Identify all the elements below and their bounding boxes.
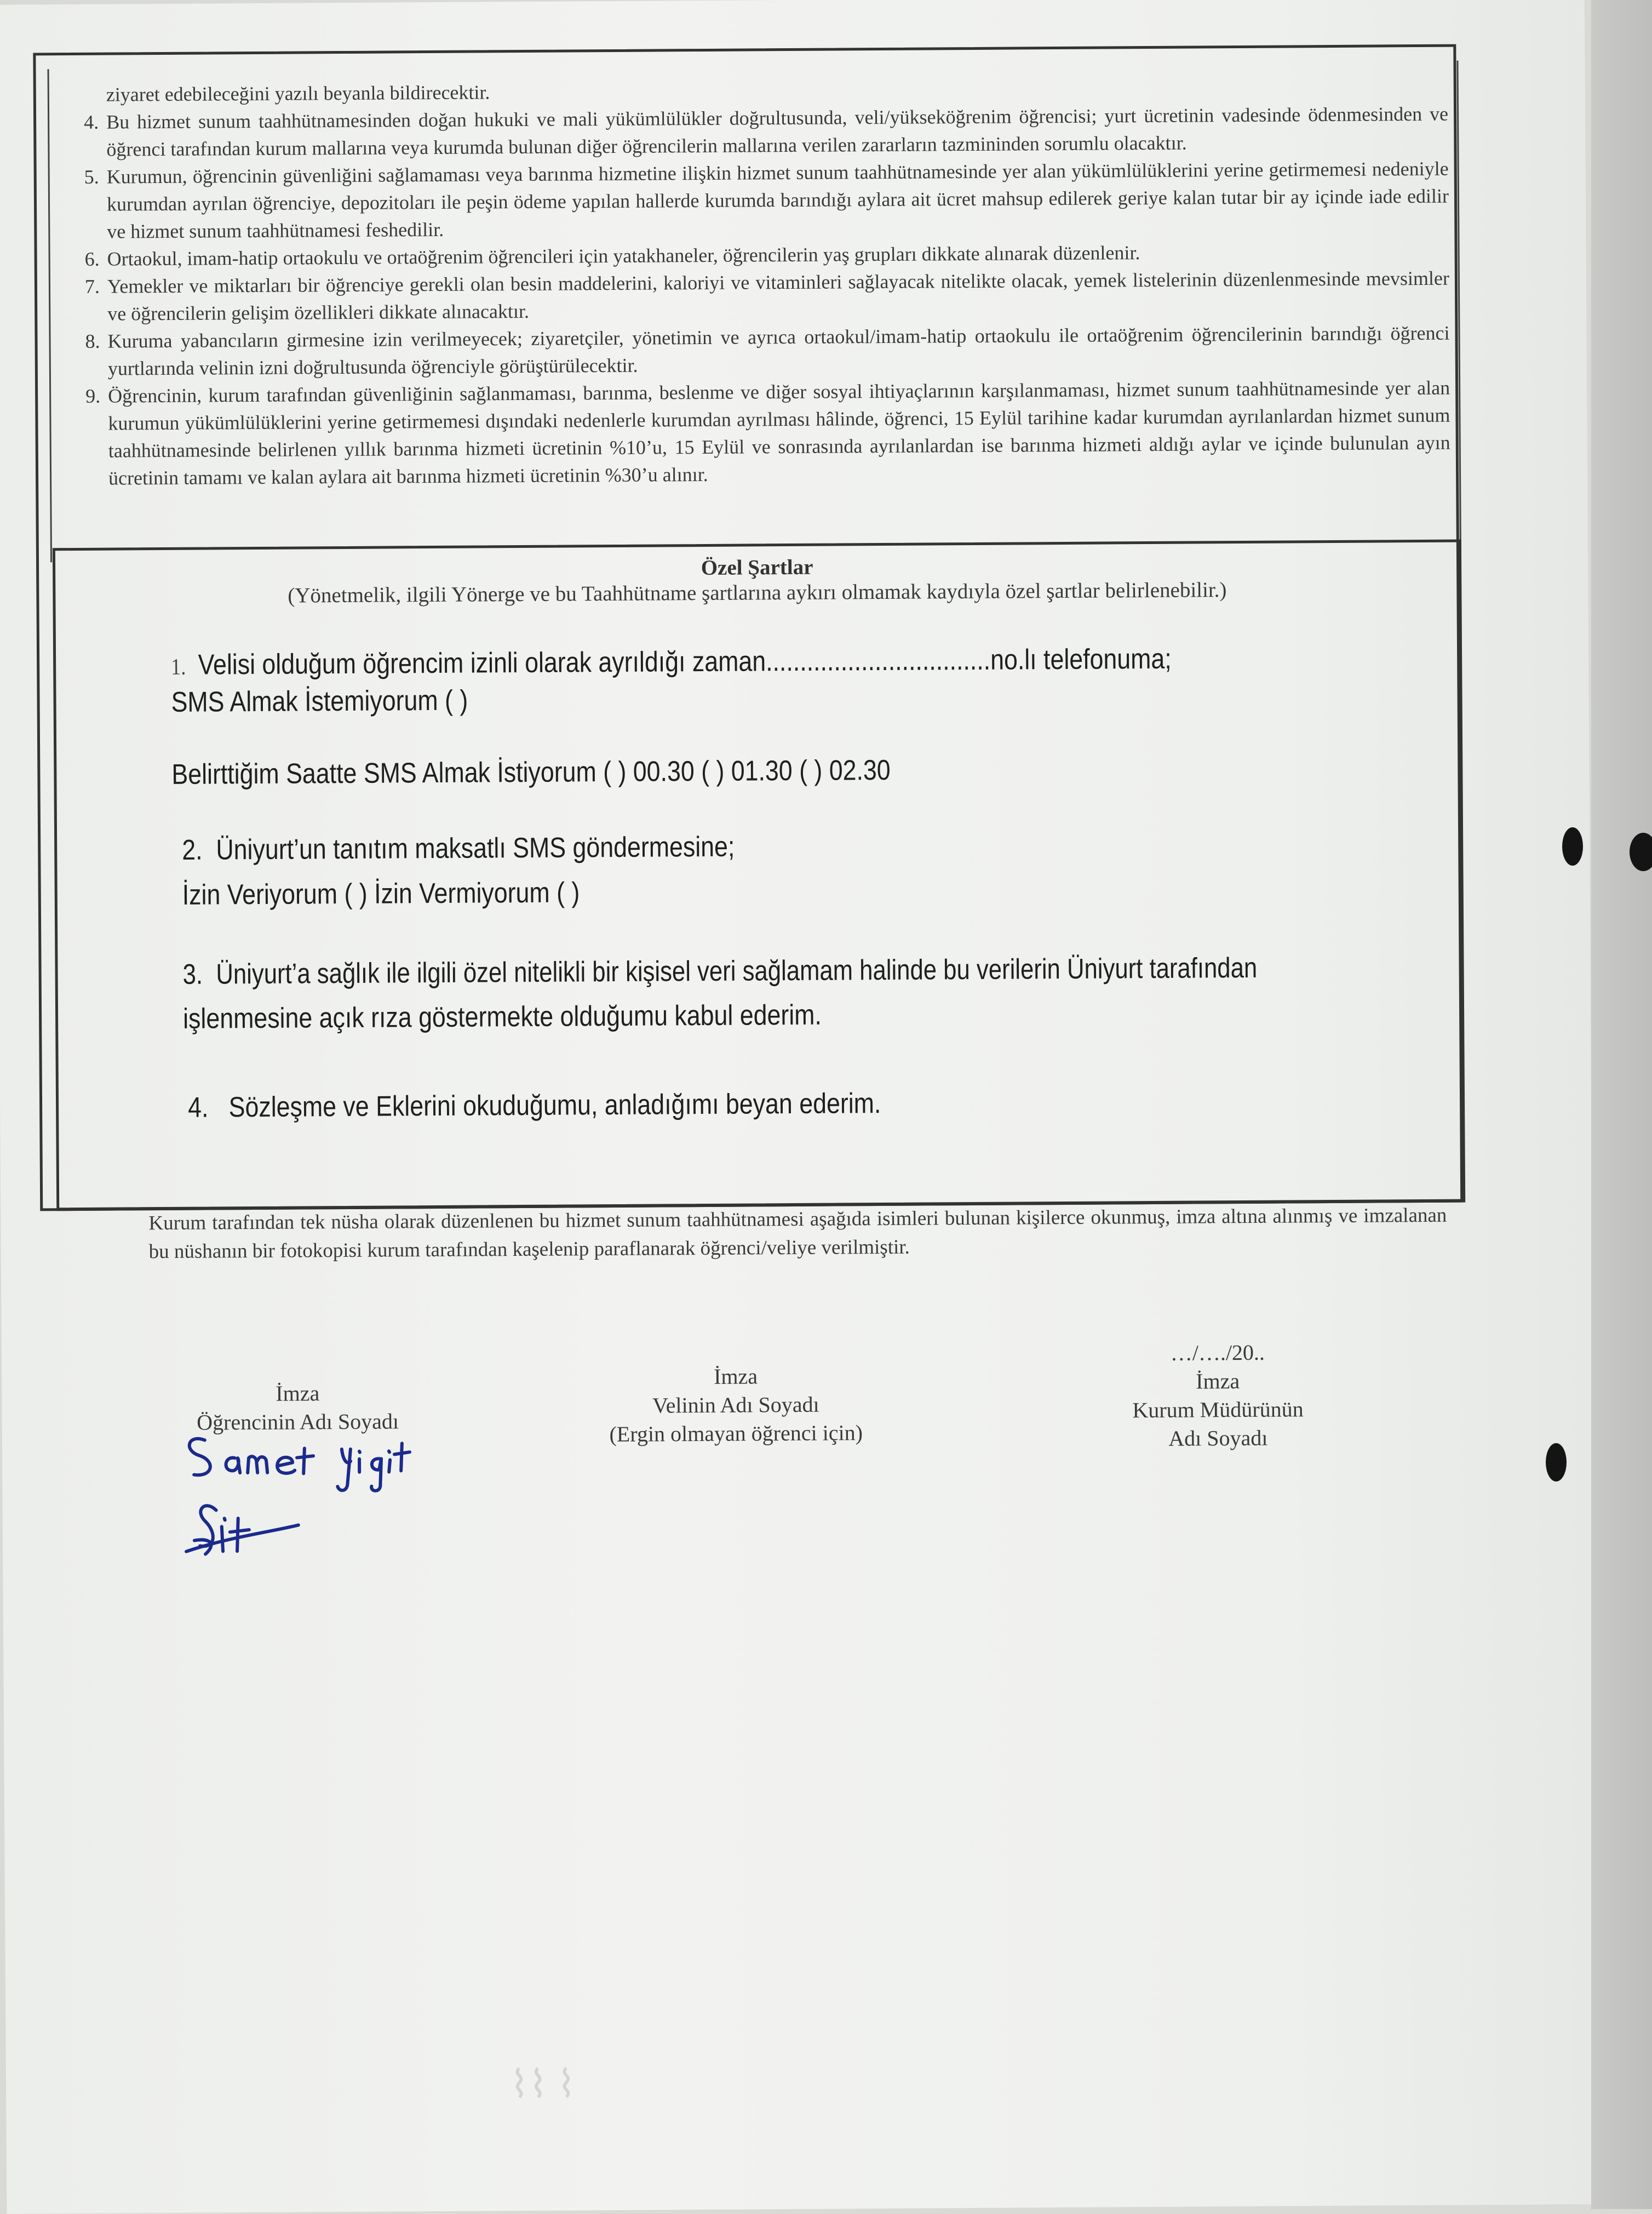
- parent-name-label: Velinin Adı Soyadı: [652, 1392, 819, 1418]
- item-3: [182, 952, 1257, 991]
- closing-note-text: Kurum tarafından tek nüsha olarak düzenlenen bu hizmet sunum taahhütnamesi aşağıda isimleri bulunan kişilerce okunmuş, imza altına alınmış ve imzalanan bu nüshanın bir fotokopisi kurum tarafından kaşelenip paraflanarak öğrenci/veliye verilmiştir.: [148, 1204, 1447, 1263]
- clauses-section: [57, 73, 1451, 493]
- punch-hole: [1562, 827, 1583, 866]
- punch-hole: [1546, 1443, 1567, 1481]
- clause-text: Öğrencinin, kurum tarafından güvenliğinin sağlanmaması, barınma, beslenme ve diğer sosyal ihtiyaçlarının karşılanmaması, hizmet sunum taahhütnamesinde yer alan kurumun yükümlülüklerini yerine getirmemesi dışındaki nedenlerle kurumdan ayrılması hâlinde, öğrenci, 15 Eylül tarihine kadar kurumdan ayrılanlardan hizmet sunum taahhütnamesinde belirlenen yıllık barınma hizmeti ücretinin %10’u, 15 Eylül ve sonrasında ayrılanlardan ise barınma hizmeti aldığı aylar ve içinde bulunulan ayın ücretinin tamamı ve kalan aylara ait barınma hizmeti ücretinin %30’u alınır.: [108, 376, 1450, 489]
- special-conditions-title: Özel Şartlar: [701, 555, 813, 580]
- clause-number: 6.: [84, 248, 100, 270]
- clause-continuation: ziyaret edebileceğini yazılı beyanla bildirecektir.: [106, 81, 490, 106]
- signature-label: İmza: [714, 1364, 758, 1389]
- handwritten-signature: [183, 1427, 436, 1571]
- item-1: [171, 643, 1172, 682]
- student-name-label: Öğrencinin Adı Soyadı: [197, 1409, 399, 1435]
- sms-time-options[interactable]: Belirttiğim Saatte SMS Almak İstiyorum ( ) 00.30 ( ) 01.30 ( ) 02.30: [171, 754, 891, 791]
- director-name-label: Adı Soyadı: [1168, 1425, 1268, 1451]
- item-number: 3.: [182, 958, 203, 991]
- clause-7: [58, 265, 1450, 328]
- director-signature-block: [1075, 1338, 1361, 1454]
- item-number: 1.: [171, 654, 186, 680]
- page-edge: [1591, 0, 1652, 2209]
- special-conditions-subtitle: (Yönetmelik, ilgili Yönerge ve bu Taahhütname şartlarına aykırı olmamak kaydıyla özel şartlar belirlenebilir.): [288, 578, 1227, 608]
- clause-text: Ortaokul, imam-hatip ortaokulu ve ortaöğrenim öğrencileri için yatakhaneler, öğrencilerin yaş grupları dikkate alınarak düzenlenir.: [107, 242, 1140, 270]
- clause-number: 5.: [84, 165, 99, 188]
- clause-9: [59, 374, 1450, 493]
- item-number: 2.: [182, 834, 203, 866]
- clause-number: 8.: [85, 330, 100, 352]
- date-field: …/…./20..: [1170, 1340, 1265, 1365]
- clause-5: [58, 155, 1449, 246]
- closing-note: [110, 1202, 1447, 1267]
- item-2: [182, 831, 735, 867]
- item-4-text: Sözleşme ve Eklerini okuduğumu, anladığımı beyan ederim.: [228, 1088, 881, 1124]
- item-number: 4.: [187, 1091, 209, 1124]
- special-conditions-box: [53, 540, 1465, 1211]
- item-1-text: Velisi olduğum öğrencim izinli olarak ayrıldığı zaman.................................no.lı telefonuma;: [198, 643, 1172, 681]
- signature-label: İmza: [276, 1381, 320, 1406]
- item-2-text: Üniyurt’un tanıtım maksatlı SMS göndermesine;: [216, 831, 735, 866]
- parent-note: (Ergin olmayan öğrenci için): [609, 1420, 863, 1447]
- item-3-continuation: işlenmesine açık rıza göstermekte olduğumu kabul ederim.: [182, 999, 822, 1035]
- director-title-label: Kurum Müdürünün: [1132, 1397, 1304, 1423]
- faint-bleedthrough-mark: ⌇⌇ ⌇: [509, 2063, 576, 2107]
- item-4: [188, 1087, 881, 1124]
- clause-4: [57, 100, 1449, 164]
- clause-number: 4.: [83, 111, 99, 133]
- clause-8: [58, 319, 1450, 383]
- clause-text: Kurumun, öğrencinin güvenliğini sağlamaması veya barınma hizmetine ilişkin hizmet sunum taahhütnamesinde yer alan yükümlülüklerini yerine getirmemesi nedeniyle kurumdan ayrılan öğrenciye, depozitoları ile peşin ödeme yapılan hallerde kurumda barındığı aylara ait ücret mahsup edilerek geriye kalan tutar bir ay içinde iade edilir ve hizmet sunum taahhütnamesi feshedilir.: [106, 157, 1449, 243]
- clause-text: Bu hizmet sunum taahhütnamesinden doğan hukuki ve mali yükümlülükler doğrultusunda, veli/yükseköğrenim öğrencisi; yurt ücretinin vadesinde ödenmesinden ve öğrenci tarafından kurum mallarına veya kurumda bulunan diğer öğrencilerin mallarına verilen zararların tazmininden sorumlu olacaktır.: [106, 102, 1449, 161]
- parent-signature-block: [560, 1361, 911, 1449]
- clause-text: Yemekler ve miktarları bir öğrenciye gerekli olan besin maddelerini, kaloriyi ve vitaminleri sağlayacak nitelikte olacak, yemek listelerinin düzenlenmesinde mevsimler ve öğrencilerin gelişim özellikleri dikkate alınacaktır.: [107, 267, 1450, 325]
- sms-opt-out-checkbox[interactable]: SMS Almak İstemiyorum ( ): [171, 684, 468, 718]
- signature-label: İmza: [1196, 1369, 1240, 1394]
- clause-text: Kuruma yabancıların girmesine izin verilmeyecek; ziyaretçiler, yönetimin ve ayrıca ortaokul/imam-hatip ortaokulu ile ortaöğrenim öğrencilerinin barındığı öğrenci yurtlarında velinin izni doğrultusunda öğrenciyle görüştürülecektir.: [107, 322, 1450, 380]
- clause-number: 7.: [84, 275, 100, 298]
- clause-number: 9.: [85, 385, 101, 407]
- item-3-text: Üniyurt’a sağlık ile ilgili özel nitelikli bir kişisel veri sağlamam halinde bu verilerin Üniyurt tarafından: [216, 952, 1258, 991]
- promo-sms-consent-options[interactable]: İzin Veriyorum ( ) İzin Vermiyorum ( ): [182, 877, 580, 911]
